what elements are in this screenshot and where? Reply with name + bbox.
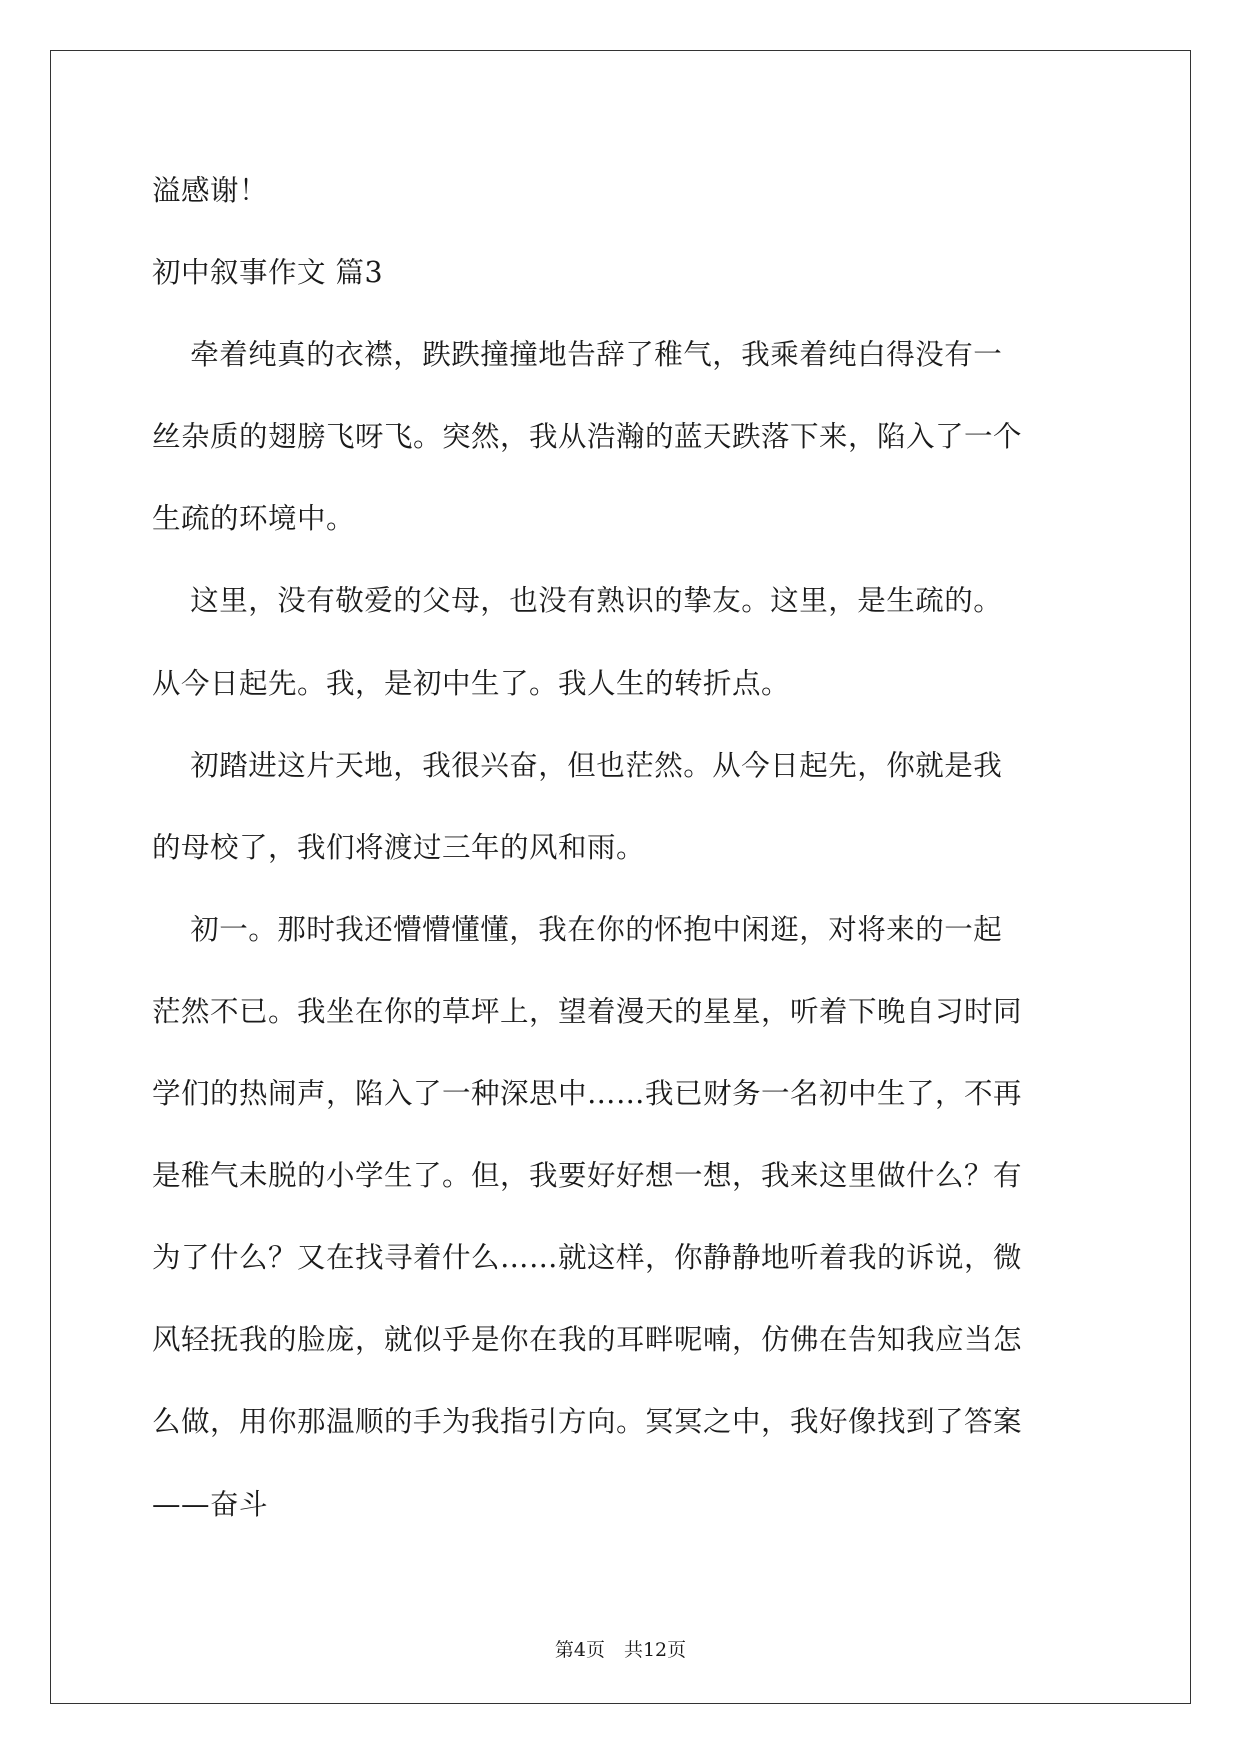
text-line: 么做，用你那温顺的手为我指引方向。冥冥之中，我好像找到了答案 (152, 1405, 1023, 1439)
text-line: 丝杂质的翅膀飞呀飞。突然，我从浩瀚的蓝天跌落下来，陷入了一个 (152, 420, 1023, 454)
text-line: 从今日起先。我，是初中生了。我人生的转折点。 (152, 666, 791, 700)
text-line: 风轻抚我的脸庞，就似乎是你在我的耳畔呢喃，仿佛在告知我应当怎 (152, 1323, 1023, 1357)
text-line: 生疏的环境中。 (152, 502, 356, 536)
text-line: 溢感谢！ (152, 174, 269, 207)
text-line: ——奋斗 (152, 1487, 269, 1521)
text-line: 这里，没有敬爱的父母，也没有熟识的挚友。这里，是生疏的。 (152, 584, 1003, 618)
section-heading: 初中叙事作文 篇3 (152, 256, 384, 290)
text-line: 为了什么？又在找寻着什么……就这样，你静静地听着我的诉说，微 (152, 1241, 1023, 1275)
text-line: 茫然不已。我坐在你的草坪上，望着漫天的星星，听着下晚自习时同 (152, 994, 1023, 1028)
text-line: 初一。那时我还懵懵懂懂，我在你的怀抱中闲逛，对将来的一起 (152, 912, 1003, 946)
document-body (152, 166, 1092, 1562)
page-number: 第4页 共12页 (554, 1639, 687, 1661)
text-line: 初踏进这片天地，我很兴奋，但也茫然。从今日起先，你就是我 (152, 748, 1003, 782)
text-line: 牵着纯真的衣襟，跌跌撞撞地告辞了稚气，我乘着纯白得没有一 (152, 338, 1003, 372)
text-line: 学们的热闹声，陷入了一种深思中……我已财务一名初中生了，不再 (152, 1077, 1023, 1111)
text-line: 的母校了，我们将渡过三年的风和雨。 (152, 830, 646, 864)
text-line: 是稚气未脱的小学生了。但，我要好好想一想，我来这里做什么？有 (152, 1159, 1023, 1193)
